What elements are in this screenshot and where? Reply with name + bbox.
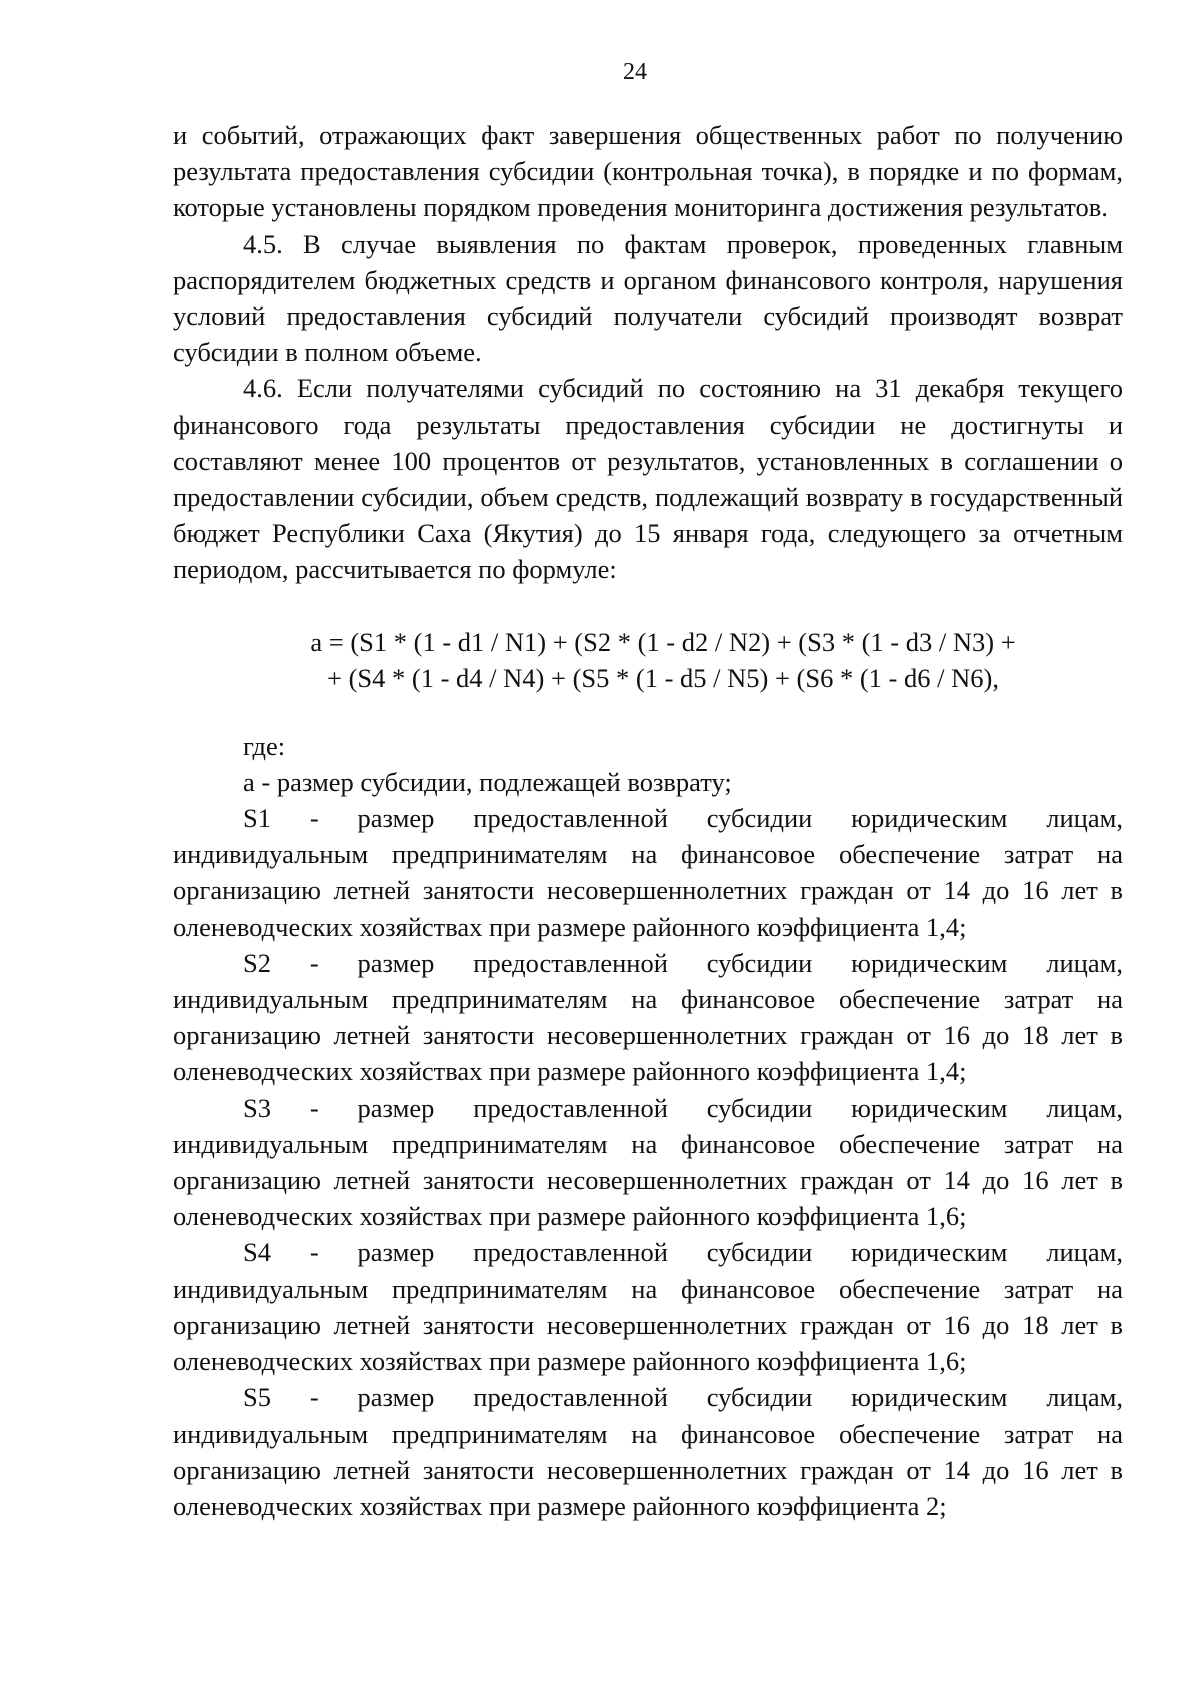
document-body [173, 117, 1123, 1524]
definition-a: a - размер субсидии, подлежащей возврату; [243, 766, 732, 797]
paragraph-continuation: и событий, отражающих факт завершения общественных работ по получению результата предоставления субсидии (контрольная точка), в порядке и по формам, которые установлены порядком проведения мониторинга достижения результатов. [173, 120, 1123, 223]
formula-line-2: + (S4 * (1 - d4 / N4) + (S5 * (1 - d5 / N5) + (S6 * (1 - d6 / N6), [327, 662, 999, 693]
paragraph-4-6: 4.6. Если получателями субсидий по состоянию на 31 декабря текущего финансового года результаты предоставления субсидии не достигнуты и составляют менее 100 процентов от результатов, установленных в соглашении о предоставлении субсидии, объем средств, подлежащий возврату в государственный бюджет Республики Саха (Якутия) до 15 января года, следующего за отчетным периодом, рассчитывается по формуле: [173, 373, 1123, 585]
refund-formula [173, 624, 1123, 696]
definition-s2: S2 - размер предоставленной субсидии юридическим лицам, индивидуальным предпринимателям на финансовое обеспечение затрат на организацию летней занятости несовершеннолетних граждан от 16 до 18 лет в оленеводческих хозяйствах при размере районного коэффициента 1,4; [173, 947, 1123, 1087]
definition-s3: S3 - размер предоставленной субсидии юридическим лицам, индивидуальным предпринимателям на финансовое обеспечение затрат на организацию летней занятости несовершеннолетних граждан от 14 до 16 лет в оленеводческих хозяйствах при размере районного коэффициента 1,6; [173, 1092, 1123, 1232]
page-number: 24 [623, 59, 647, 85]
paragraph-4-5: 4.5. В случае выявления по фактам проверок, проведенных главным распорядителем бюджетных средств и органом финансового контроля, нарушения условий предоставления субсидий получатели субсидий производят возврат субсидии в полном объеме. [173, 228, 1123, 368]
formula-line-1: a = (S1 * (1 - d1 / N1) + (S2 * (1 - d2 / N2) + (S3 * (1 - d3 / N3) + [310, 626, 1016, 657]
definition-s4: S4 - размер предоставленной субсидии юридическим лицам, индивидуальным предпринимателям на финансовое обеспечение затрат на организацию летней занятости несовершеннолетних граждан от 16 до 18 лет в оленеводческих хозяйствах при размере районного коэффициента 1,6; [173, 1237, 1123, 1377]
definition-s5: S5 - размер предоставленной субсидии юридическим лицам, индивидуальным предпринимателям на финансовое обеспечение затрат на организацию летней занятости несовершеннолетних граждан от 14 до 16 лет в оленеводческих хозяйствах при размере районного коэффициента 2; [173, 1382, 1123, 1521]
definition-s1: S1 - размер предоставленной субсидии юридическим лицам, индивидуальным предпринимателям на финансовое обеспечение затрат на организацию летней занятости несовершеннолетних граждан от 14 до 16 лет в оленеводческих хозяйствах при размере районного коэффициента 1,4; [173, 803, 1123, 942]
where-label: где: [243, 730, 286, 761]
